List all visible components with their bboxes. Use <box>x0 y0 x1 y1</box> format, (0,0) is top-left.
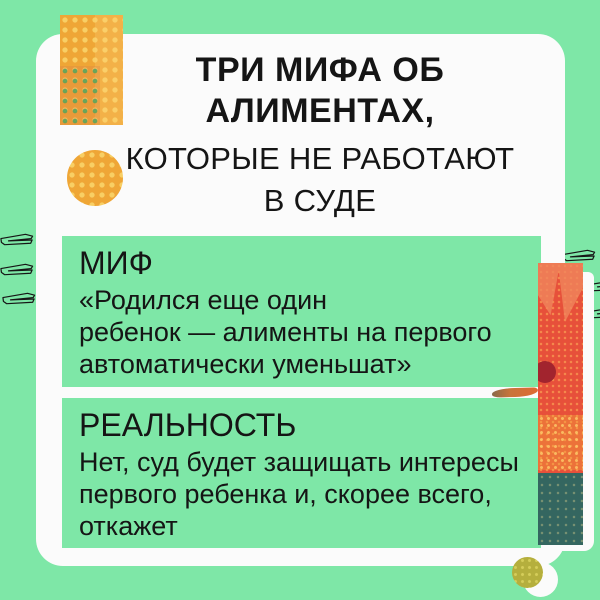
header <box>70 50 570 222</box>
red-collage-rect <box>538 263 583 545</box>
scribble-icon <box>562 248 596 263</box>
subtitle-line-2: В СУДЕ <box>263 183 377 218</box>
red-collage-speckle-band <box>538 415 583 470</box>
olive-circle <box>512 557 543 588</box>
myth-section <box>62 236 541 387</box>
title-line-1: ТРИ МИФА ОБ <box>195 51 445 89</box>
red-collage-top-shapes <box>538 263 583 358</box>
myth-text-line-3: автоматически уменьшат» <box>79 349 412 379</box>
reality-label: РЕАЛЬНОСТЬ <box>79 407 297 443</box>
myth-text-line-2: ребенок — алименты на первого <box>79 317 492 347</box>
dark-red-dot <box>538 361 556 383</box>
myth-label: МИФ <box>79 245 153 281</box>
subtitle-line-1: КОТОРЫЕ НЕ РАБОТАЮТ <box>125 141 515 176</box>
teal-collage-rect <box>538 473 583 545</box>
reality-text <box>79 446 541 542</box>
reality-text-line-1: Нет, суд будет защищать интересы <box>79 447 519 477</box>
reality-section <box>62 398 541 548</box>
scribble-icon <box>2 291 36 306</box>
scribble-icon <box>0 232 34 247</box>
myth-text-line-1: «Родился еще один <box>79 285 328 315</box>
title-line-2: АЛИМЕНТАХ, <box>205 92 435 130</box>
reality-text-line-3: откажет <box>79 511 178 541</box>
scribble-icon <box>0 262 34 277</box>
myth-text <box>79 284 541 380</box>
page-title <box>70 50 570 132</box>
page-subtitle <box>70 138 570 222</box>
reality-text-line-2: первого ребенка и, скорее всего, <box>79 479 492 509</box>
